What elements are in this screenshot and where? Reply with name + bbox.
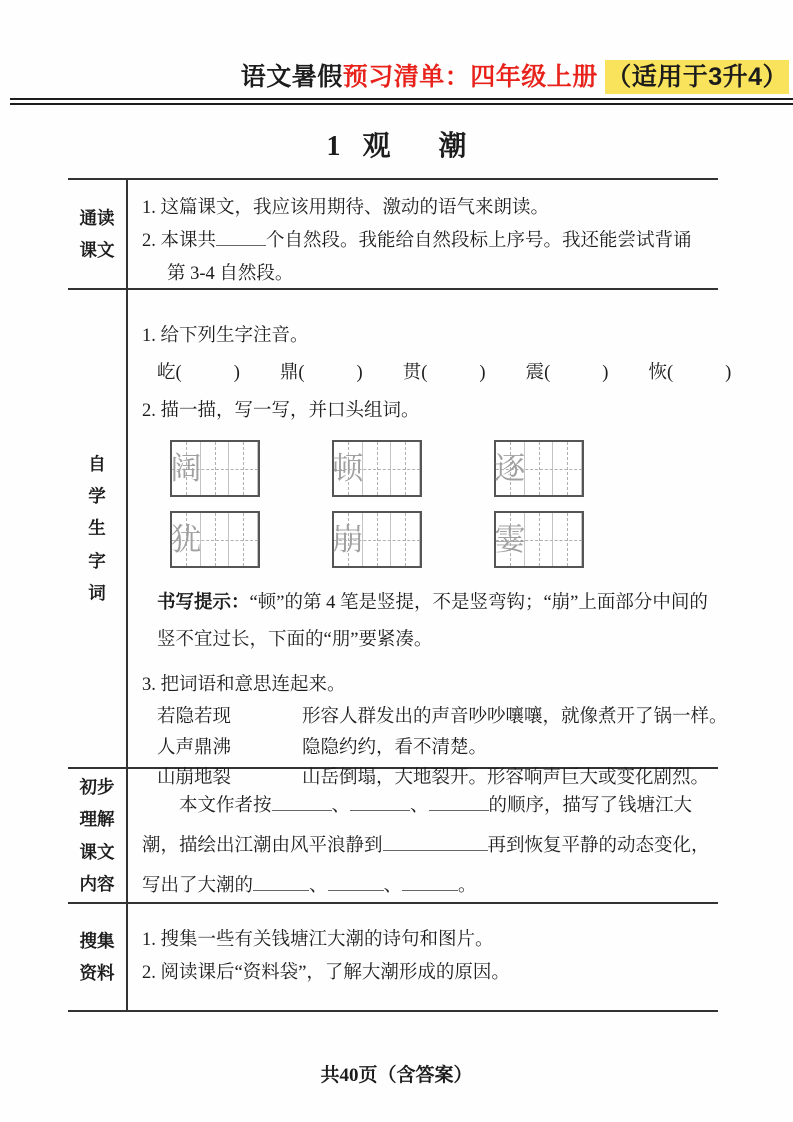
character: 贯 [402,363,422,383]
header-red-text: 预习清单：四年级上册 [342,63,598,91]
trace-character: 阔 [170,450,202,486]
character: 震 [525,363,545,383]
item-text: 2. 本课共 [142,231,217,251]
pinyin-unit [280,358,363,388]
writing-tip [157,583,725,659]
match-definition: 隐隐约约，看不清楚。 [302,737,488,758]
fill-blank [402,873,458,891]
row-label-line: 资料 [79,963,115,983]
writing-grid [332,440,422,497]
trace-character: 崩 [332,521,364,557]
match-word: 人声鼎沸 [157,737,232,758]
paren-close: ) [356,363,363,383]
writing-grid [494,511,584,568]
item-text: 个自然段。我能给自然段标上序号。我还能尝试背诵 [266,231,692,251]
list-item: 1. 这篇课文，我应该用期待、激动的语气来朗读。 [142,198,550,218]
page-footer: 共40页（含答案） [320,1065,473,1086]
paren-close: ) [602,363,609,383]
fill-blank [383,833,488,851]
row-label-self-study [68,290,128,767]
pinyin-unit [526,358,609,388]
row-label-line: 生 [88,518,106,539]
fill-blank [272,793,332,811]
row-label-line: 课文 [79,841,115,862]
table-row-understand-content [68,769,718,904]
para-text: 再到恢复平静的动态变化，写出了大潮的 [142,836,710,896]
paren-open: ( [175,363,182,383]
row-label-line: 词 [88,583,106,604]
character: 屹 [157,363,176,383]
writing-grid [332,511,422,568]
trace-character: 顿 [332,450,364,486]
trace-character: 霎 [494,521,526,557]
table-row-collect-materials [68,904,718,1012]
row-content-understand [128,769,718,902]
paren-open: ( [298,363,305,383]
row-label-line: 字 [88,550,106,571]
grid-cell [496,442,525,495]
pinyin-unit [403,358,486,388]
para-text: 的顺序，描写了钱塘江大潮，描绘出江潮由风平浪静到 [142,796,693,856]
row-label-understand [68,769,128,902]
row-label-line: 自 [88,453,106,474]
table-row-read-text [68,180,718,290]
list-item: 2. 阅读课后“资料袋”，了解大潮形成的原因。 [142,963,510,983]
paren-open: ( [666,363,674,383]
row-label-line: 课文 [79,240,115,260]
grid-cell [172,513,201,566]
row-label-line: 内容 [79,873,115,894]
writing-tip-label: 书写提示： [157,591,250,612]
trace-character: 犹 [170,521,202,557]
trace-character: 逐 [494,450,526,486]
paren-close: ) [233,363,240,383]
writing-grid [170,440,260,497]
lesson-number: 1 [326,131,341,162]
paren-open: ( [421,363,428,383]
header-divider-rule [10,98,793,105]
row-label-line: 学 [88,485,106,506]
match-definition: 形容人群发出的声音吵吵嚷嚷，就像煮开了锅一样。 [302,707,728,727]
grid-cell [172,442,201,495]
writing-grid [494,440,584,497]
list-item [142,225,718,258]
paren-open: ( [544,363,551,383]
list-item-continuation: 第 3-4 自然段。 [167,264,294,284]
writing-grid-row [170,440,731,497]
lesson-title-char2: 潮 [438,131,467,162]
preview-checklist-table [68,178,732,1012]
list-item: 1. 搜集一些有关钱塘江大潮的诗句和图片。 [142,930,494,950]
character: 恢 [648,363,667,383]
row-label-line: 搜集 [79,930,115,951]
row-label-read-text [68,180,128,288]
row-label-line: 理解 [79,809,115,830]
paren-close: ) [479,363,486,383]
grid-cell [334,442,363,495]
match-word: 山崩地裂 [157,768,232,788]
grid-cell [496,513,525,566]
grid-cell [334,513,363,566]
fill-in-paragraph [128,769,718,906]
paren-close: ) [725,363,732,383]
pinyin-unit [648,358,731,388]
header-highlight-text: （适用于3升4） [605,60,789,94]
writing-grid [170,511,260,568]
row-content-collect [128,904,718,1010]
writing-grid-row [170,511,731,568]
row-label-collect [68,904,128,1010]
row-label-line: 通读 [79,207,115,228]
separator: 、 [331,796,351,816]
fill-blank [253,873,309,891]
fill-blank [328,873,384,891]
list-item: 2. 描一描，写一写，并口头组词。 [142,401,420,421]
match-definition: 山岳倒塌，大地裂开。形容响声巨大或变化剧烈。 [302,768,710,788]
fill-blank [216,228,266,246]
row-content-self-study [128,290,732,788]
row-label-line: 初步 [79,776,115,797]
header-black-text: 语文暑假 [240,63,343,91]
writing-tip-text: “顿”的第 4 笔是竖提，不是竖弯钩；“崩”上面部分中间的竖不宜过长，下面的“朋”要紧凑。 [157,593,708,650]
separator: 、 [410,796,429,816]
para-text: 本文作者按 [179,796,272,816]
match-pair [157,733,731,764]
pinyin-unit [157,358,240,388]
row-content-read-text [128,180,718,288]
list-item: 1. 给下列生字注音。 [142,326,309,346]
list-item: 3. 把词语和意思连起来。 [142,675,346,695]
lesson-title [0,124,793,164]
period: 。 [458,876,477,896]
lesson-title-char1: 观 [362,131,391,162]
pinyin-annotation-line [157,358,731,388]
separator: 、 [309,876,328,896]
match-pair [157,702,731,733]
separator: 、 [383,876,403,896]
fill-blank [429,793,489,811]
fill-blank [350,793,410,811]
match-word: 若隐若现 [157,707,232,727]
character: 鼎 [279,363,299,383]
page-header-title [241,57,789,93]
